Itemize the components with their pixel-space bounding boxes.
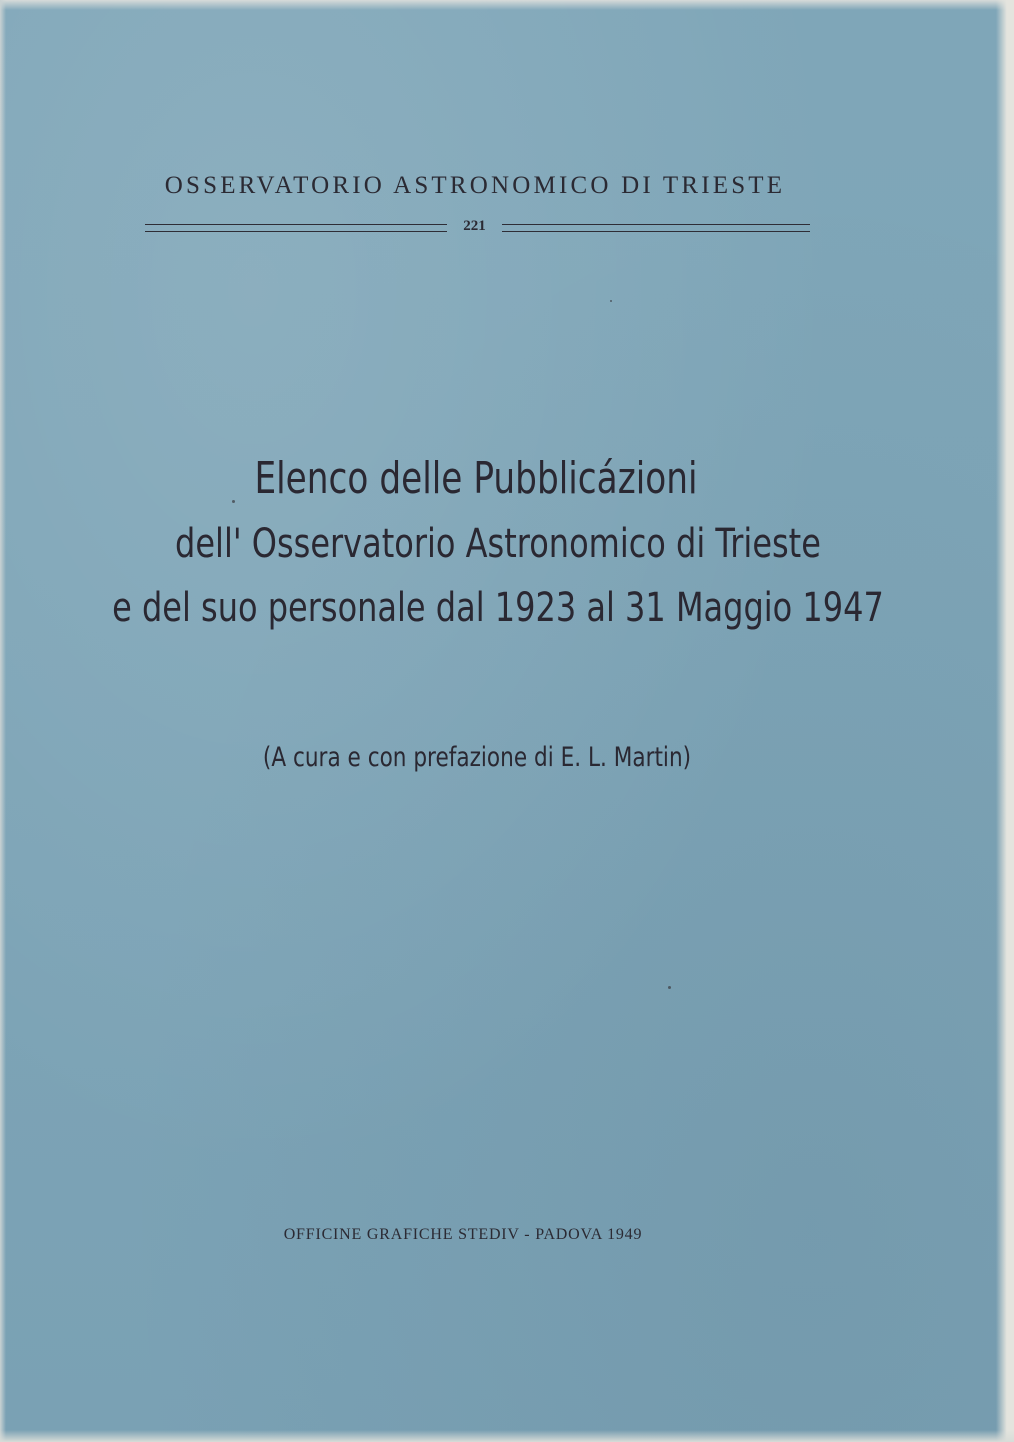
paper-edge-top — [0, 0, 1014, 10]
paper-edge-right — [996, 0, 1014, 1442]
double-rule-left — [145, 224, 447, 232]
ink-speck — [668, 986, 671, 989]
series-title: OSSERVATORIO ASTRONOMICO DI TRIESTE — [164, 172, 786, 199]
title-line-1: Elenco delle Pubblicázioni — [254, 453, 698, 504]
publication-title — [0, 445, 1014, 641]
ink-speck — [232, 500, 235, 503]
title-line-3: e del suo personale dal 1923 al 31 Maggio 1947 — [112, 585, 884, 631]
title-line-2: dell' Osservatorio Astronomico di Trieste — [175, 521, 821, 567]
ink-speck — [610, 300, 612, 302]
series-number: 221 — [463, 218, 486, 234]
paper-edge-bottom — [0, 1430, 1014, 1442]
series-rule-row — [145, 218, 810, 240]
editor-note: (A cura e con prefazione di E. L. Martin) — [262, 742, 692, 773]
double-rule-right — [502, 224, 810, 232]
publisher-imprint: OFFICINE GRAFICHE STEDIV - PADOVA 1949 — [283, 1226, 643, 1243]
